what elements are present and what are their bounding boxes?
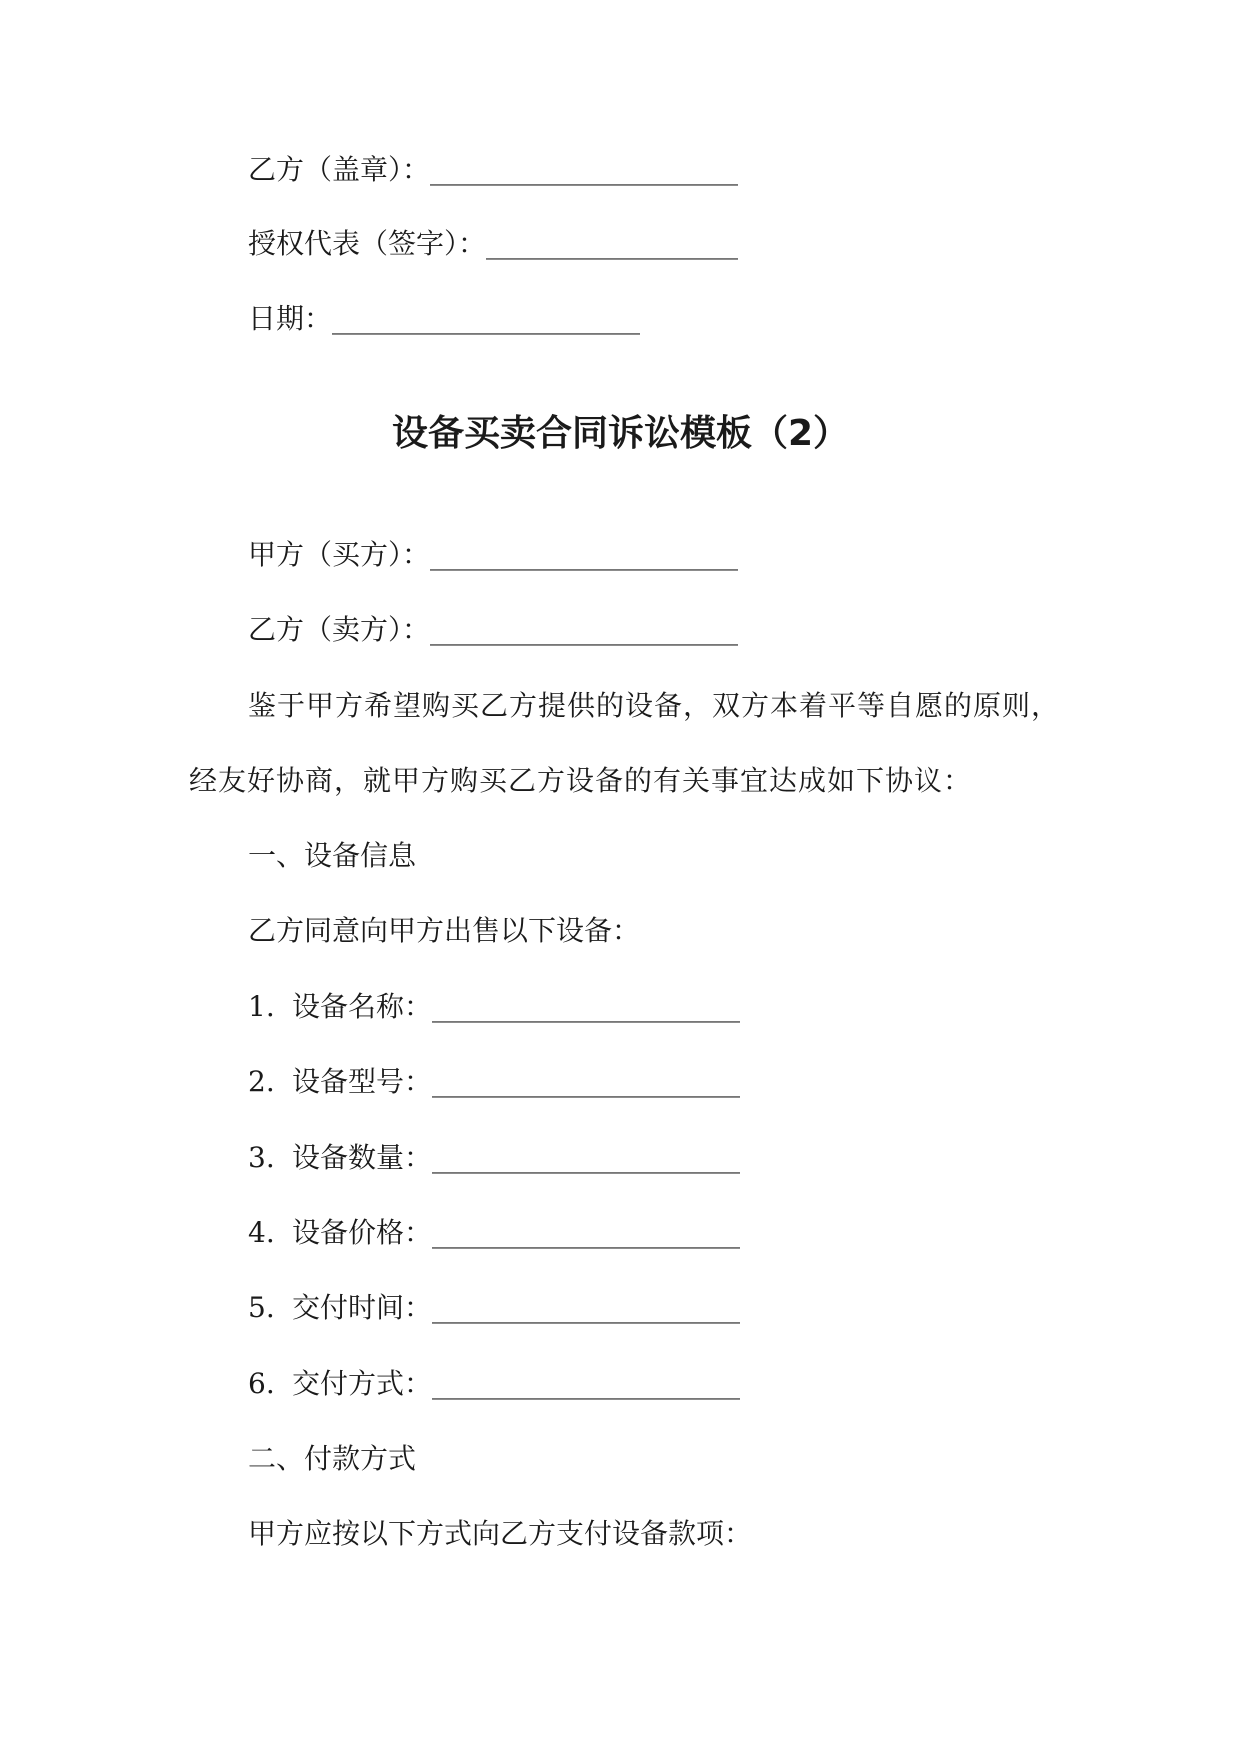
representative-signature-line — [248, 226, 738, 262]
section-2-intro: 甲方应按以下方式向乙方支付设备款项： — [248, 1517, 753, 1550]
preamble-line-1: 鉴于甲方希望购买乙方提供的设备，双方本着平等自愿的原则， — [248, 689, 1061, 722]
list-item-label: 交付时间： — [292, 1291, 433, 1324]
list-item-blank: ______________________ — [432, 1065, 741, 1098]
party-b-seal-blank: ______________________ — [430, 153, 739, 186]
list-item-label: 交付方式： — [292, 1367, 433, 1400]
list-item-number: 3. — [248, 1141, 275, 1174]
section-1-heading: 一、设备信息 — [248, 839, 417, 872]
date-label: 日期： — [248, 302, 333, 335]
list-item-blank: ______________________ — [432, 990, 741, 1023]
list-item-number: 1. — [248, 990, 275, 1023]
party-a-label: 甲方（买方）： — [248, 538, 431, 571]
section-2-heading: 二、付款方式 — [248, 1442, 417, 1475]
party-b-blank: ______________________ — [430, 613, 739, 646]
party-b-line — [248, 612, 738, 648]
party-b-seal-line — [248, 152, 738, 188]
party-b-label: 乙方（卖方）： — [248, 613, 431, 646]
party-b-seal-label: 乙方（盖章）： — [248, 153, 431, 186]
list-item-blank: ______________________ — [432, 1141, 741, 1174]
list-item-label: 设备价格： — [292, 1216, 433, 1249]
representative-blank: __________________ — [486, 227, 739, 260]
list-item — [248, 1215, 740, 1251]
party-a-blank: ______________________ — [430, 538, 739, 571]
list-item — [248, 1366, 740, 1402]
list-item-label: 设备名称： — [292, 990, 433, 1023]
list-item-blank: ______________________ — [432, 1367, 741, 1400]
document-title: 设备买卖合同诉讼模板（2） — [391, 413, 850, 454]
list-item — [248, 1140, 740, 1176]
list-item-label: 设备数量： — [292, 1141, 433, 1174]
preamble-line-2: 经友好协商，就甲方购买乙方设备的有关事宜达成如下协议： — [189, 764, 973, 797]
list-item-blank: ______________________ — [432, 1291, 741, 1324]
representative-label: 授权代表（签字）： — [248, 227, 487, 260]
list-item — [248, 989, 740, 1025]
list-item-blank: ______________________ — [432, 1216, 741, 1249]
list-item-number: 5. — [248, 1291, 275, 1324]
party-a-line — [248, 537, 738, 573]
list-item-label: 设备型号： — [292, 1065, 433, 1098]
section-1-intro: 乙方同意向甲方出售以下设备： — [248, 914, 641, 947]
date-blank: ______________________ — [332, 302, 641, 335]
date-line — [248, 301, 640, 337]
list-item-number: 6. — [248, 1367, 275, 1400]
list-item-number: 4. — [248, 1216, 275, 1249]
list-item — [248, 1064, 740, 1100]
list-item-number: 2. — [248, 1065, 275, 1098]
list-item — [248, 1290, 740, 1326]
